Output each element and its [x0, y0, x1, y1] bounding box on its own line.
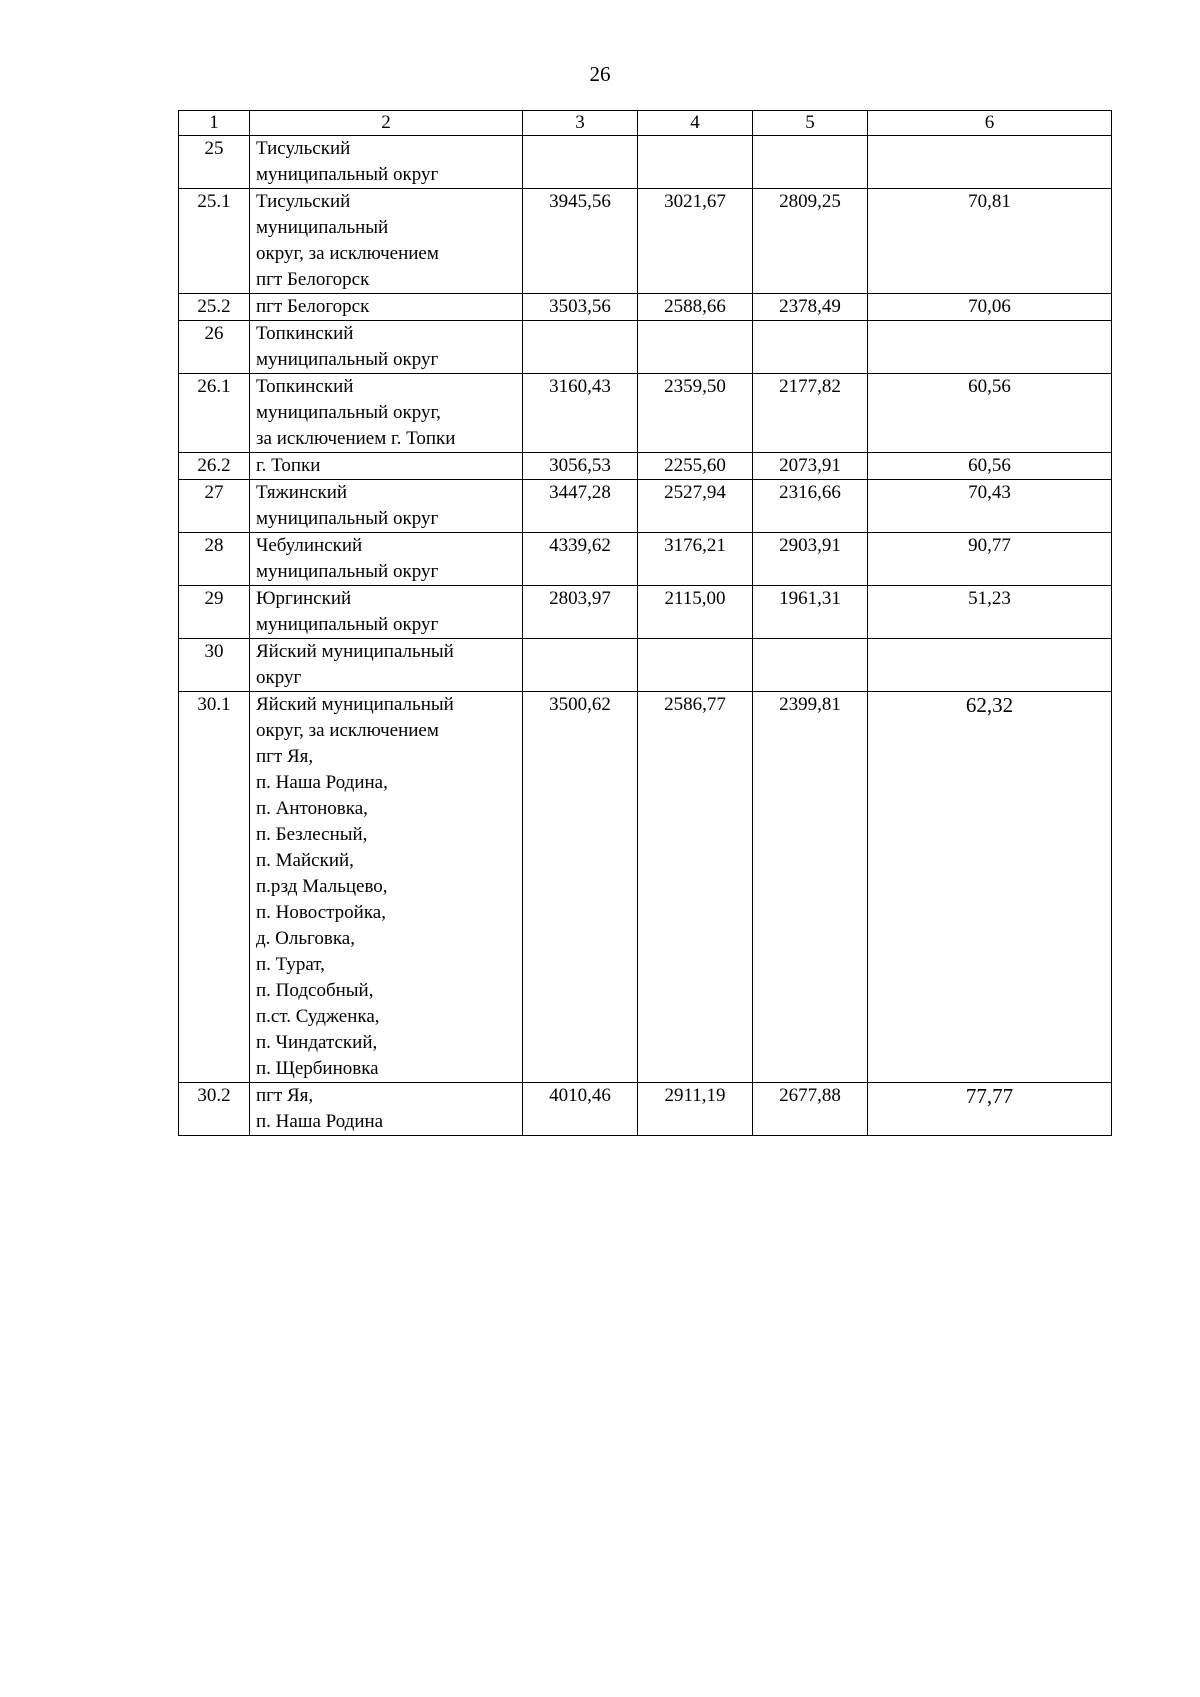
- territory-name-line: муниципальный округ,: [256, 402, 441, 423]
- value-cell-c4: 2588,66: [638, 294, 753, 321]
- value-cell-c3: 3447,28: [523, 480, 638, 533]
- territory-name-line: пгт Белогорск: [256, 269, 370, 290]
- value-cell-c5: 2316,66: [753, 480, 868, 533]
- row-number-cell: 29: [179, 586, 250, 639]
- territory-name-line: п. Наша Родина,: [256, 772, 388, 793]
- value-cell-c6: 70,06: [868, 294, 1112, 321]
- row-number-cell: 25.1: [179, 189, 250, 294]
- value-cell-c6: 77,77: [868, 1083, 1112, 1136]
- territory-name-cell: [250, 136, 523, 189]
- territory-name-line: муниципальный: [256, 217, 389, 238]
- territory-name-line: муниципальный округ: [256, 561, 439, 582]
- table-row: [179, 586, 1112, 639]
- value-cell-c4: 2911,19: [638, 1083, 753, 1136]
- value-cell-c6: 62,32: [868, 692, 1112, 1083]
- value-cell-c3: [523, 136, 638, 189]
- territory-name-line: Чебулинский: [256, 535, 363, 556]
- territory-name-line: Топкинский: [256, 323, 354, 344]
- value-cell-c3: 4339,62: [523, 533, 638, 586]
- territory-name-cell: [250, 692, 523, 1083]
- page-number: 26: [589, 62, 611, 86]
- value-cell-c6: 90,77: [868, 533, 1112, 586]
- value-cell-c4: 2115,00: [638, 586, 753, 639]
- table-row: [179, 374, 1112, 453]
- value-cell-c4: 2255,60: [638, 453, 753, 480]
- table-row: [179, 1083, 1112, 1136]
- value-cell-c3: 4010,46: [523, 1083, 638, 1136]
- table-row: [179, 294, 1112, 321]
- table-row: [179, 533, 1112, 586]
- territory-name-cell: [250, 1083, 523, 1136]
- row-number-cell: 30.2: [179, 1083, 250, 1136]
- territory-name-line: п.ст. Судженка,: [256, 1006, 380, 1027]
- territory-name-line: муниципальный округ: [256, 349, 439, 370]
- value-cell-c6: 70,43: [868, 480, 1112, 533]
- territory-name-line: муниципальный округ: [256, 164, 439, 185]
- value-cell-c6: 70,81: [868, 189, 1112, 294]
- territory-name-cell: [250, 586, 523, 639]
- row-number-cell: 27: [179, 480, 250, 533]
- value-cell-c4: 2586,77: [638, 692, 753, 1083]
- value-cell-c3: 3503,56: [523, 294, 638, 321]
- value-cell-c6: 51,23: [868, 586, 1112, 639]
- territory-name-line: Юргинский: [256, 588, 352, 609]
- table-row: [179, 321, 1112, 374]
- row-number-cell: 26.2: [179, 453, 250, 480]
- territory-name-cell: [250, 189, 523, 294]
- territory-name-line: пгт Яя,: [256, 1085, 314, 1106]
- territory-name-cell: [250, 480, 523, 533]
- value-cell-c4: [638, 321, 753, 374]
- header-cell: 2: [250, 111, 523, 136]
- value-cell-c3: 3056,53: [523, 453, 638, 480]
- territory-name-line: муниципальный округ: [256, 614, 439, 635]
- header-cell: 5: [753, 111, 868, 136]
- table-header-row: [179, 111, 1112, 136]
- value-cell-c3: 3500,62: [523, 692, 638, 1083]
- value-cell-c5: 1961,31: [753, 586, 868, 639]
- territory-name-line: г. Топки: [256, 455, 321, 476]
- data-table: [178, 110, 1112, 1136]
- territory-name-cell: [250, 374, 523, 453]
- value-cell-c3: [523, 321, 638, 374]
- territory-name-cell: [250, 453, 523, 480]
- territory-name-line: п. Подсобный,: [256, 980, 374, 1001]
- territory-name-cell: [250, 533, 523, 586]
- value-cell-c3: 2803,97: [523, 586, 638, 639]
- territory-name-line: Тяжинский: [256, 482, 348, 503]
- row-number-cell: 25.2: [179, 294, 250, 321]
- territory-name-line: п. Антоновка,: [256, 798, 368, 819]
- value-cell-c4: 2527,94: [638, 480, 753, 533]
- value-cell-c4: 3176,21: [638, 533, 753, 586]
- table-row: [179, 639, 1112, 692]
- value-cell-c4: [638, 639, 753, 692]
- territory-name-line: п. Турат,: [256, 954, 325, 975]
- territory-name-line: Топкинский: [256, 376, 354, 397]
- row-number-cell: 25: [179, 136, 250, 189]
- territory-name-line: округ, за исключением: [256, 720, 439, 741]
- header-cell: 4: [638, 111, 753, 136]
- value-cell-c5: [753, 639, 868, 692]
- row-number-cell: 30.1: [179, 692, 250, 1083]
- table-body: [179, 136, 1112, 1136]
- header-cell: 3: [523, 111, 638, 136]
- value-cell-c5: 2073,91: [753, 453, 868, 480]
- territory-name-line: п.рзд Мальцево,: [256, 876, 388, 897]
- territory-name-line: муниципальный округ: [256, 508, 439, 529]
- value-cell-c5: 2677,88: [753, 1083, 868, 1136]
- value-cell-c5: 2399,81: [753, 692, 868, 1083]
- territory-name-line: д. Ольговка,: [256, 928, 355, 949]
- value-cell-c4: 2359,50: [638, 374, 753, 453]
- territory-name-line: п. Чиндатский,: [256, 1032, 378, 1053]
- territory-name-line: округ, за исключением: [256, 243, 439, 264]
- value-cell-c5: [753, 136, 868, 189]
- territory-name-line: Тисульский: [256, 138, 351, 159]
- value-cell-c5: 2177,82: [753, 374, 868, 453]
- value-cell-c3: [523, 639, 638, 692]
- territory-name-line: п. Майский,: [256, 850, 354, 871]
- value-cell-c6: [868, 136, 1112, 189]
- table-row: [179, 189, 1112, 294]
- territory-name-line: п. Новостройка,: [256, 902, 386, 923]
- territory-name-line: п. Безлесный,: [256, 824, 368, 845]
- row-number-cell: 28: [179, 533, 250, 586]
- value-cell-c6: 60,56: [868, 453, 1112, 480]
- territory-name-line: п. Щербиновка: [256, 1058, 379, 1079]
- value-cell-c6: [868, 321, 1112, 374]
- territory-name-line: Яйский муниципальный: [256, 694, 454, 715]
- value-cell-c5: 2903,91: [753, 533, 868, 586]
- value-cell-c5: [753, 321, 868, 374]
- value-cell-c5: 2378,49: [753, 294, 868, 321]
- territory-name-line: Яйский муниципальный: [256, 641, 454, 662]
- table-row: [179, 136, 1112, 189]
- value-cell-c6: [868, 639, 1112, 692]
- table-row: [179, 480, 1112, 533]
- value-cell-c5: 2809,25: [753, 189, 868, 294]
- territory-name-line: пгт Белогорск: [256, 296, 370, 317]
- row-number-cell: 30: [179, 639, 250, 692]
- value-cell-c4: [638, 136, 753, 189]
- header-cell: 1: [179, 111, 250, 136]
- territory-name-line: п. Наша Родина: [256, 1111, 384, 1132]
- table-row: [179, 692, 1112, 1083]
- table-row: [179, 453, 1112, 480]
- value-cell-c3: 3160,43: [523, 374, 638, 453]
- territory-name-cell: [250, 294, 523, 321]
- territory-name-line: Тисульский: [256, 191, 351, 212]
- territory-name-cell: [250, 321, 523, 374]
- header-cell: 6: [868, 111, 1112, 136]
- value-cell-c4: 3021,67: [638, 189, 753, 294]
- territory-name-cell: [250, 639, 523, 692]
- territory-name-line: пгт Яя,: [256, 746, 314, 767]
- value-cell-c6: 60,56: [868, 374, 1112, 453]
- row-number-cell: 26.1: [179, 374, 250, 453]
- row-number-cell: 26: [179, 321, 250, 374]
- territory-name-line: за исключением г. Топки: [256, 428, 456, 449]
- value-cell-c3: 3945,56: [523, 189, 638, 294]
- territory-name-line: округ: [256, 667, 302, 688]
